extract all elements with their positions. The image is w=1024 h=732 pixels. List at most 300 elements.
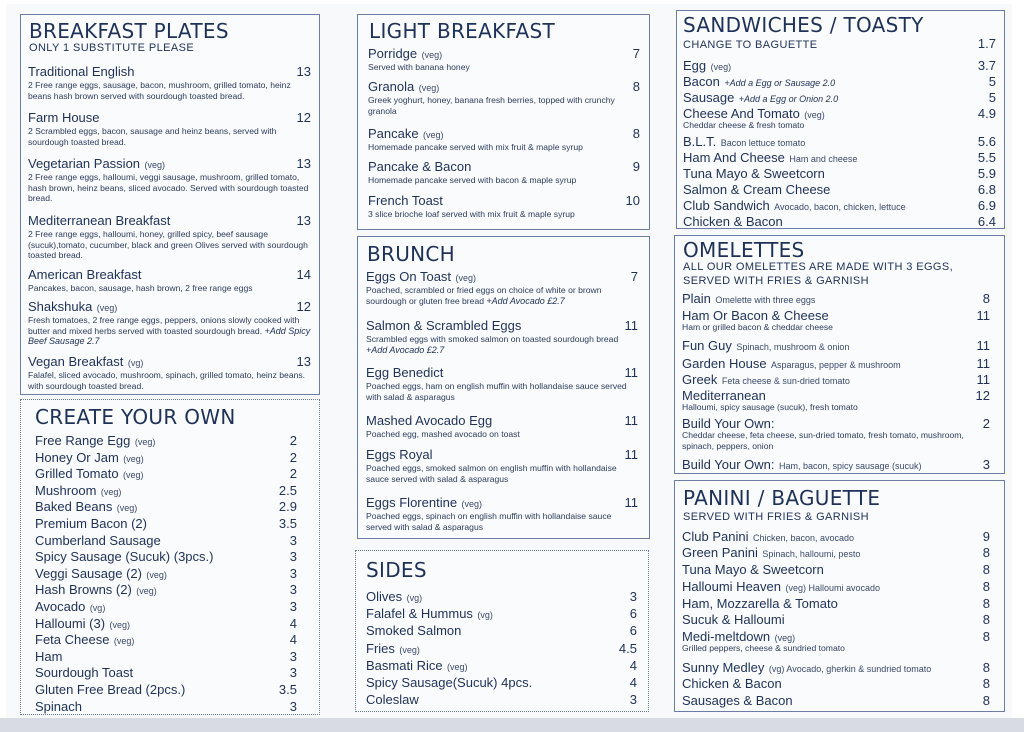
item-note: Ham and cheese: [789, 154, 858, 164]
menu-item: [368, 45, 640, 63]
item-name-group: [35, 449, 144, 467]
item-name: Mushroom: [35, 482, 97, 498]
item-name: Eggs Royal: [366, 447, 433, 462]
item-description: [366, 429, 638, 440]
item-price: 8: [982, 545, 990, 560]
item-name-group: [366, 446, 432, 464]
item-name-group: [366, 640, 420, 658]
item-price: 2: [289, 449, 297, 465]
menu-item: [366, 317, 638, 335]
item-description: [682, 430, 990, 451]
menu-item: [366, 494, 638, 512]
item-price: 11: [624, 365, 638, 380]
item-note: Spinach, halloumi, pesto: [762, 549, 861, 559]
menu-item: [366, 268, 638, 286]
item-description-text: Poached eggs, ham on english muffin with hollandaise sauce served with salad & asparagus: [366, 381, 627, 402]
item-name-group: [368, 78, 439, 96]
item-description-text: Pancakes, bacon, sausage, hash brown, 2 free range eggs: [28, 283, 253, 293]
item-name: Green Panini: [682, 545, 758, 560]
item-name-group: [366, 674, 532, 692]
item-note: (vg) Avocado, gherkin & sundried tomato: [768, 664, 932, 674]
item-name: Gluten Free Bread (2pcs.): [35, 682, 186, 697]
item-name-group: [35, 432, 155, 450]
menu-item: [28, 353, 311, 371]
item-name: Avocado: [35, 599, 86, 614]
item-name: Premium Bacon (2): [35, 516, 147, 531]
item-add-on: +Add a Egg or Onion 2.0: [738, 94, 839, 104]
breakfast-plates-section: [20, 14, 320, 395]
item-price: 8: [982, 579, 990, 594]
item-name: Sausage: [683, 90, 735, 105]
item-description: [368, 175, 640, 186]
item-name: Fries: [366, 640, 395, 656]
item-description: [368, 142, 640, 153]
create-your-own-section: [20, 399, 320, 715]
sides-section: [355, 550, 649, 712]
item-name: Eggs Florentine: [366, 495, 458, 510]
item-price: 12: [296, 299, 311, 314]
bottom-band: [0, 718, 1024, 732]
item-price: 2: [289, 433, 297, 448]
item-description: [28, 229, 311, 261]
item-tag: (veg): [109, 619, 131, 630]
item-price: 9: [982, 529, 990, 544]
item-name: Club Sandwich: [683, 198, 770, 213]
menu-item: [682, 544, 990, 562]
menu-item: [28, 63, 311, 81]
item-name-group: [368, 125, 444, 143]
item-price: 2: [982, 416, 990, 431]
item-price: 12: [296, 110, 311, 125]
item-tag: (veg): [100, 486, 122, 497]
item-name: Basmati Rice: [366, 657, 443, 673]
menu-item: [28, 155, 311, 173]
item-price: 3: [629, 589, 637, 604]
menu-item: [28, 109, 311, 127]
item-name-group: [366, 317, 521, 335]
item-description: [368, 209, 640, 220]
item-tag: (veg): [461, 499, 483, 509]
section-title: LIGHT BREAKFAST: [369, 19, 555, 43]
item-price: 6: [629, 623, 637, 639]
item-price: 12: [975, 388, 990, 403]
menu-item: [28, 212, 311, 230]
item-name-group: [28, 63, 134, 81]
item-name: Porridge: [368, 46, 418, 61]
menu-item: [682, 561, 990, 579]
item-description: [28, 283, 311, 294]
item-name-group: [35, 664, 133, 682]
menu-item: [366, 446, 638, 464]
menu-item: [368, 78, 640, 96]
item-name-group: [366, 622, 461, 640]
item-price: 8: [632, 79, 640, 94]
menu-item: [682, 456, 990, 474]
item-name-group: [35, 465, 144, 483]
light-breakfast-section: [357, 14, 650, 230]
section-title: BREAKFAST PLATES: [29, 19, 229, 43]
item-price: 8: [982, 676, 990, 691]
item-price: 3: [289, 565, 297, 581]
menu-item: [28, 266, 311, 284]
item-note: Asparagus, pepper & mushroom: [771, 360, 901, 370]
item-description-text: Cheddar cheese & fresh tomato: [683, 120, 805, 130]
menu-item: [35, 515, 297, 533]
item-name-group: [368, 158, 471, 176]
menu-item: [366, 657, 637, 675]
item-price: 3.5: [278, 516, 297, 531]
item-price: 3: [289, 665, 297, 681]
item-description-text: 2 Free range eggs, halloumi, honey, grilled spicy, beef sausage (sucuk),tomato, cucumber, black and green Olives served with sourdough toasted bread.: [28, 229, 308, 260]
item-description: [682, 643, 990, 654]
menu-item: [35, 581, 297, 599]
item-description: [683, 120, 996, 131]
item-add-on: +Add Avocado £2.7: [486, 295, 565, 306]
item-name: Bacon: [683, 74, 720, 89]
item-name: Tuna Mayo & Sweetcorn: [683, 166, 825, 181]
item-name: Free Range Egg: [35, 433, 131, 448]
item-name: Pancake: [368, 126, 419, 141]
item-name: Halloumi (3): [35, 615, 106, 631]
item-name: Sucuk & Halloumi: [682, 612, 785, 627]
item-name-group: [35, 565, 167, 583]
item-description: [366, 285, 638, 306]
item-price: 3: [289, 698, 297, 714]
item-name-group: [682, 578, 880, 596]
item-tag: (veg): [96, 303, 118, 313]
item-tag: (veg): [804, 110, 825, 120]
item-name: Sausages & Bacon: [682, 693, 793, 708]
menu-item: [682, 337, 990, 355]
item-note: Feta cheese & sun-dried tomato: [721, 376, 850, 386]
item-note: Omelette with three eggs: [715, 295, 816, 305]
item-price: 6.4: [977, 214, 996, 229]
menu-item: [28, 298, 311, 316]
item-price: 3: [982, 457, 990, 472]
item-name-group: [366, 364, 443, 382]
item-price: 4.5: [618, 640, 637, 656]
item-price: 4: [629, 675, 637, 690]
item-price: 4: [629, 657, 637, 673]
item-tag: (veg): [134, 437, 156, 447]
item-price: 7: [632, 46, 640, 61]
item-name: Halloumi Heaven: [682, 579, 781, 594]
item-tag: (veg): [146, 569, 167, 580]
menu-item: [35, 698, 297, 716]
item-price: 8: [982, 612, 990, 627]
item-name-group: [682, 337, 849, 355]
section-title: BRUNCH: [367, 242, 456, 266]
item-name: Cumberland Sausage: [35, 532, 161, 548]
item-name-group: [366, 494, 482, 512]
item-description-text: Cheddar cheese, feta cheese, sun-dried tomato, fresh tomato, mushroom, spinach, peppers, onion: [682, 430, 964, 451]
item-name-group: [28, 212, 170, 230]
item-description-text: Halloumi, spicy sausage (sucuk), fresh tomato: [682, 402, 858, 412]
menu-item: [368, 158, 640, 176]
menu-item: [35, 664, 297, 682]
item-price: 14: [296, 267, 311, 282]
item-price: 13: [296, 354, 311, 369]
item-name-group: [35, 548, 213, 566]
item-price: 4: [289, 615, 297, 631]
item-note: (veg) Halloumi avocado: [785, 583, 880, 593]
item-name: Smoked Salmon: [366, 623, 462, 639]
item-description-text: 2 Scrambled eggs, bacon, sausage and heinz beans, served with sourdough toasted bread.: [28, 126, 277, 147]
item-name: Spinach: [35, 698, 82, 714]
menu-item: [366, 674, 637, 692]
item-name-group: [368, 192, 443, 210]
item-name: Baked Beans: [35, 499, 113, 515]
item-name-group: [366, 605, 493, 623]
item-description: [366, 381, 638, 402]
item-description-text: Poached, scrambled or fried eggs on choice of white or brown sourdough or gluten free bread: [366, 285, 602, 306]
item-description-text: 3 slice brioche loaf served with mix fruit & maple syrup: [368, 209, 575, 219]
item-tag: (veg): [123, 453, 144, 464]
item-name-group: [28, 109, 100, 127]
menu-item: [366, 605, 637, 623]
item-price: 8: [982, 291, 990, 306]
item-name-group: [366, 588, 422, 606]
item-price: 13: [296, 64, 311, 79]
item-name: Hash Browns (2): [35, 582, 132, 598]
item-note: Avocado, bacon, chicken, lettuce: [774, 202, 906, 212]
item-price: 6: [629, 606, 637, 622]
item-description-text: Grilled peppers, cheese & sundried tomato: [682, 643, 845, 653]
item-note: Ham, bacon, spicy sausage (sucuk): [778, 461, 922, 471]
item-name-group: [35, 598, 105, 616]
menu-item: [35, 532, 297, 550]
section-subtitle: ALL OUR OMELETTES ARE MADE WITH 3 EGGS,: [683, 261, 954, 273]
section-subtitle: CHANGE TO BAGUETTE: [683, 39, 818, 51]
item-description: [28, 172, 311, 204]
item-name: Chicken & Bacon: [683, 214, 783, 229]
item-name: Sourdough Toast: [35, 665, 134, 681]
item-name: Garden House: [682, 356, 767, 371]
item-name: Mediterranean Breakfast: [28, 213, 171, 228]
menu-item: [683, 213, 996, 231]
item-name: Chicken & Bacon: [682, 676, 782, 691]
item-description: [28, 370, 311, 391]
item-name-group: [35, 698, 82, 716]
menu-item: [368, 125, 640, 143]
item-name: Grilled Tomato: [35, 466, 119, 482]
item-name: Eggs On Toast: [366, 269, 452, 284]
item-name: Greek: [682, 372, 718, 387]
item-name: Spicy Sausage(Sucuk) 4pcs.: [366, 675, 533, 690]
item-tag: (veg): [136, 586, 157, 597]
item-price: 5.9: [977, 166, 996, 181]
item-tag: (vg): [89, 603, 106, 613]
item-name: Plain: [682, 291, 711, 306]
item-name-group: [28, 155, 165, 173]
item-name: Medi-meltdown: [682, 629, 771, 644]
item-description-text: Falafel, sliced avocado, mushroom, spinach, grilled tomato, heinz beans. with sourdough toasted bread.: [28, 370, 306, 391]
item-description: [366, 511, 638, 532]
item-name: Shakshuka: [28, 299, 93, 314]
menu-item: [35, 449, 297, 467]
menu-item: [35, 681, 297, 699]
baguette-upgrade-price: 1.7: [977, 36, 996, 51]
menu-item: [368, 192, 640, 210]
item-name: Veggi Sausage (2): [35, 565, 142, 581]
item-add-on: +Add Avocado £2.7: [366, 344, 445, 355]
item-name-group: [35, 482, 121, 500]
item-name-group: [28, 298, 117, 316]
item-note: (veg): [774, 633, 796, 643]
item-price: 3: [289, 599, 297, 614]
section-title: OMELETTES: [683, 238, 805, 262]
item-price: 8: [982, 562, 990, 577]
item-note: Bacon lettuce tomato: [720, 138, 806, 148]
item-name-group: [682, 544, 860, 562]
item-price: 2: [289, 466, 297, 482]
item-price: 11: [976, 356, 990, 371]
item-price: 8: [632, 126, 640, 141]
item-price: 5.6: [977, 134, 996, 149]
item-note: Spinach, mushroom & onion: [736, 342, 850, 352]
item-description: [366, 334, 638, 355]
item-price: 3: [289, 648, 297, 664]
item-price: 9: [632, 159, 640, 174]
item-price: 3: [289, 582, 297, 598]
item-price: 5: [988, 90, 996, 105]
item-tag: (veg): [455, 273, 477, 283]
item-name-group: [682, 290, 815, 308]
item-name-group: [28, 266, 141, 284]
item-tag: (veg): [399, 644, 420, 655]
item-price: 6.9: [977, 198, 996, 213]
item-name: Build Your Own:: [682, 416, 775, 431]
item-name: Sunny Medley: [682, 660, 765, 675]
brunch-section: [357, 236, 650, 539]
menu-item: [35, 548, 297, 566]
item-tag: (vg): [406, 593, 423, 603]
item-price: 2.9: [278, 499, 297, 515]
item-price: 11: [624, 495, 638, 510]
item-name-group: [682, 675, 782, 693]
menu-item: [35, 498, 297, 516]
item-name: Spicy Sausage (Sucuk) (3pcs.): [35, 549, 214, 565]
item-description-text: Poached eggs, spinach on english muffin with hollandaise sauce served with salad & asparagus: [366, 511, 612, 532]
menu-item: [682, 578, 990, 596]
menu-item: [366, 691, 637, 709]
item-name-group: [35, 615, 130, 633]
item-tag: (vg): [127, 358, 144, 368]
item-price: 11: [624, 318, 638, 333]
item-name-group: [35, 532, 161, 550]
item-name: Build Your Own:: [682, 457, 775, 472]
item-tag: (veg): [123, 470, 144, 481]
baguette-upgrade-row: [683, 36, 996, 51]
item-price: 8: [982, 693, 990, 708]
item-tag: (veg): [421, 50, 443, 60]
item-name: B.L.T.: [683, 134, 717, 149]
item-name-group: [35, 515, 147, 533]
menu-item: [682, 290, 990, 308]
item-price: 8: [982, 660, 990, 675]
item-name: Club Panini: [682, 529, 749, 544]
menu-item: [35, 565, 297, 583]
item-description-text: 2 Free range eggs, sausage, bacon, mushroom, grilled tomato, heinz beans hash brown served with sourdough toasted bread.: [28, 80, 291, 101]
item-tag: (veg): [144, 160, 165, 170]
item-name: Salmon & Cream Cheese: [683, 182, 831, 197]
item-price: 6.8: [977, 182, 996, 197]
menu-item: [366, 412, 638, 430]
item-price: 11: [624, 413, 638, 428]
item-name: Egg Benedict: [366, 365, 444, 380]
item-name-group: [682, 561, 824, 579]
item-name-group: [35, 631, 134, 649]
item-description-text: Ham or grilled bacon & cheddar cheese: [682, 322, 833, 332]
item-price: 8: [982, 596, 990, 611]
item-description: [368, 95, 640, 116]
item-tag: (veg): [447, 661, 468, 672]
item-name-group: [366, 268, 476, 286]
item-name: Feta Cheese: [35, 632, 110, 648]
item-name: French Toast: [368, 193, 443, 208]
item-description: [28, 126, 311, 147]
item-name: Pancake & Bacon: [368, 159, 472, 174]
item-name-group: [683, 213, 783, 231]
item-description: [28, 80, 311, 101]
item-name-group: [682, 692, 793, 710]
item-name: Ham, Mozzarella & Tomato: [682, 596, 838, 611]
section-title: CREATE YOUR OWN: [35, 405, 236, 429]
item-price: 11: [976, 372, 990, 387]
item-add-on: +Add Spicy Beef Sausage 2.7: [28, 325, 311, 346]
item-name-group: [35, 681, 185, 699]
item-description: [368, 62, 640, 73]
item-name: Fun Guy: [682, 338, 732, 353]
section-subtitle: ONLY 1 SUBSTITUTE PLEASE: [29, 42, 195, 54]
item-price: 3.5: [278, 682, 297, 697]
item-price: 13: [296, 213, 311, 228]
item-price: 7: [630, 269, 638, 284]
menu-item: [366, 622, 637, 640]
item-name: Mashed Avocado Egg: [366, 413, 493, 428]
item-tag: (veg): [113, 636, 135, 647]
item-name: Traditional English: [28, 64, 135, 79]
item-name-group: [682, 456, 922, 474]
item-name: Ham: [35, 648, 63, 664]
item-price: 13: [296, 156, 311, 171]
item-add-on: +Add a Egg or Sausage 2.0: [724, 78, 836, 88]
item-name: Ham Or Bacon & Cheese: [682, 308, 829, 323]
item-name: Honey Or Jam: [35, 449, 119, 465]
item-description-text: Greek yoghurt, honey, banana fresh berries, topped with crunchy granola: [368, 95, 615, 116]
menu-item: [682, 692, 990, 710]
menu-item: [35, 482, 297, 500]
item-price: 8: [982, 629, 990, 644]
item-name: Farm House: [28, 110, 100, 125]
item-name-group: [366, 412, 492, 430]
item-name: Tuna Mayo & Sweetcorn: [682, 562, 824, 577]
item-name-group: [366, 657, 468, 675]
item-note: Chicken, bacon, avocado: [752, 533, 855, 543]
item-name-group: [366, 691, 419, 709]
item-name-group: [35, 498, 137, 516]
item-name: American Breakfast: [28, 267, 142, 282]
menu-item: [35, 631, 297, 649]
item-description-text: Scrambled eggs with smoked salmon on toasted sourdough bread: [366, 334, 619, 344]
menu-item: [35, 598, 297, 616]
item-name-group: [682, 611, 785, 629]
omelettes-section: [674, 235, 1005, 474]
item-name: Granola: [368, 79, 415, 94]
item-name: Salmon & Scrambled Eggs: [366, 318, 522, 333]
menu-item: [682, 675, 990, 693]
item-description-text: Poached egg, mashed avocado on toast: [366, 429, 520, 439]
